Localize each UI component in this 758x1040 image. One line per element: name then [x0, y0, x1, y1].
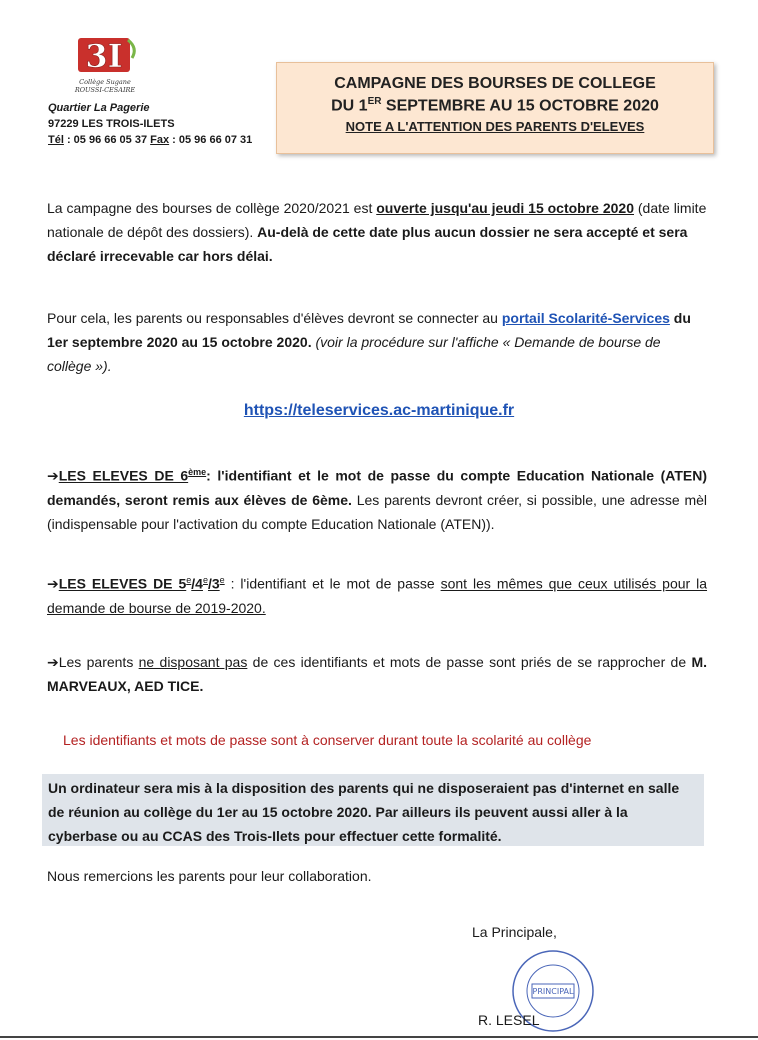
paragraph-5-4-3: ➔LES ELEVES DE 5e/4e/3e : l'identifiant et le mot de passe sont les mêmes que ceux utilisés pour la demande de bourse de 2019-2020. [47, 575, 708, 616]
address-contact: Tél : 05 96 66 05 37 Fax : 05 96 66 07 31 [48, 134, 253, 146]
title-line-3: NOTE A L'ATTENTION DES PARENTS D'ELEVES [345, 119, 645, 135]
closing-thanks: Nous remercions les parents pour leur collaboration. [47, 868, 372, 884]
paragraph-contact: ➔Les parents ne disposant pas de ces identifiants et mots de passe sont priés de se rapprocher de M. MARVEAUX, AED TICE. [47, 654, 707, 694]
teleservices-url[interactable]: https://teleservices.ac-martinique.fr [243, 402, 515, 419]
logo-text: 3I [85, 37, 123, 75]
title-line-2: DU 1ER SEPTEMBRE AU 15 OCTOBRE 2020 [331, 96, 659, 115]
paragraph-6eme: ➔LES ELEVES DE 6ème: l'identifiant et le mot de passe du compte Education Nationale (ATEN) demandés, seront remis aux élèves de 6ème. Les parents devront créer, si possible, une adresse mèl (indispensable pour l'activation du compte Education Nationale (ATEN)). [47, 467, 707, 532]
computer-availability-box [42, 774, 704, 846]
logo-caption: Collège Sugane ROUSSI-CESAIRE [74, 78, 136, 94]
school-address [48, 100, 252, 148]
notice-keep-credentials: Les identifiants et mots de passe sont à conserver durant toute la scolarité au collège [63, 732, 592, 748]
paragraph-deadline: La campagne des bourses de collège 2020/2021 est ouverte jusqu'au jeudi 15 octobre 2020 (date limite nationale de dépôt des dossiers). Au-delà de cette date plus aucun dossier ne sera accepté et sera déclaré irrecevable car hors délai. [47, 200, 707, 264]
svg-text:PRINCIPAL: PRINCIPAL [532, 987, 574, 996]
computer-availability-text: Un ordinateur sera mis à la disposition des parents qui ne disposeraient pas d'internet en salle de réunion au collège du 1er au 15 octobre 2020. Par ailleurs ils peuvent aussi aller à la cyberbase ou au CCAS des Trois-Ilets pour effectuer cette formalité. [48, 780, 680, 844]
title-line-1: CAMPAGNE DES BOURSES DE COLLEGE [334, 75, 656, 92]
arrow-icon: ➔ [47, 575, 59, 592]
portal-link[interactable]: portail Scolarité-Services [501, 310, 670, 326]
signature-title: La Principale, [472, 924, 557, 940]
paragraph-portal: Pour cela, les parents ou responsables d'élèves devront se connecter au portail Scolarité-Services du 1er septembre 2020 au 15 octobre 2020. (voir la procédure sur l'affiche « Demande de bourse de collège »). [47, 310, 691, 374]
title-box [276, 62, 714, 154]
address-line-1: Quartier La Pagerie [48, 102, 150, 114]
arrow-icon: ➔ [47, 654, 59, 670]
signature-name: R. LESEL [478, 1012, 540, 1028]
address-line-2: 97229 LES TROIS-ILETS [48, 118, 175, 130]
arrow-icon: ➔ [47, 467, 59, 484]
bottom-rule [0, 1036, 758, 1038]
